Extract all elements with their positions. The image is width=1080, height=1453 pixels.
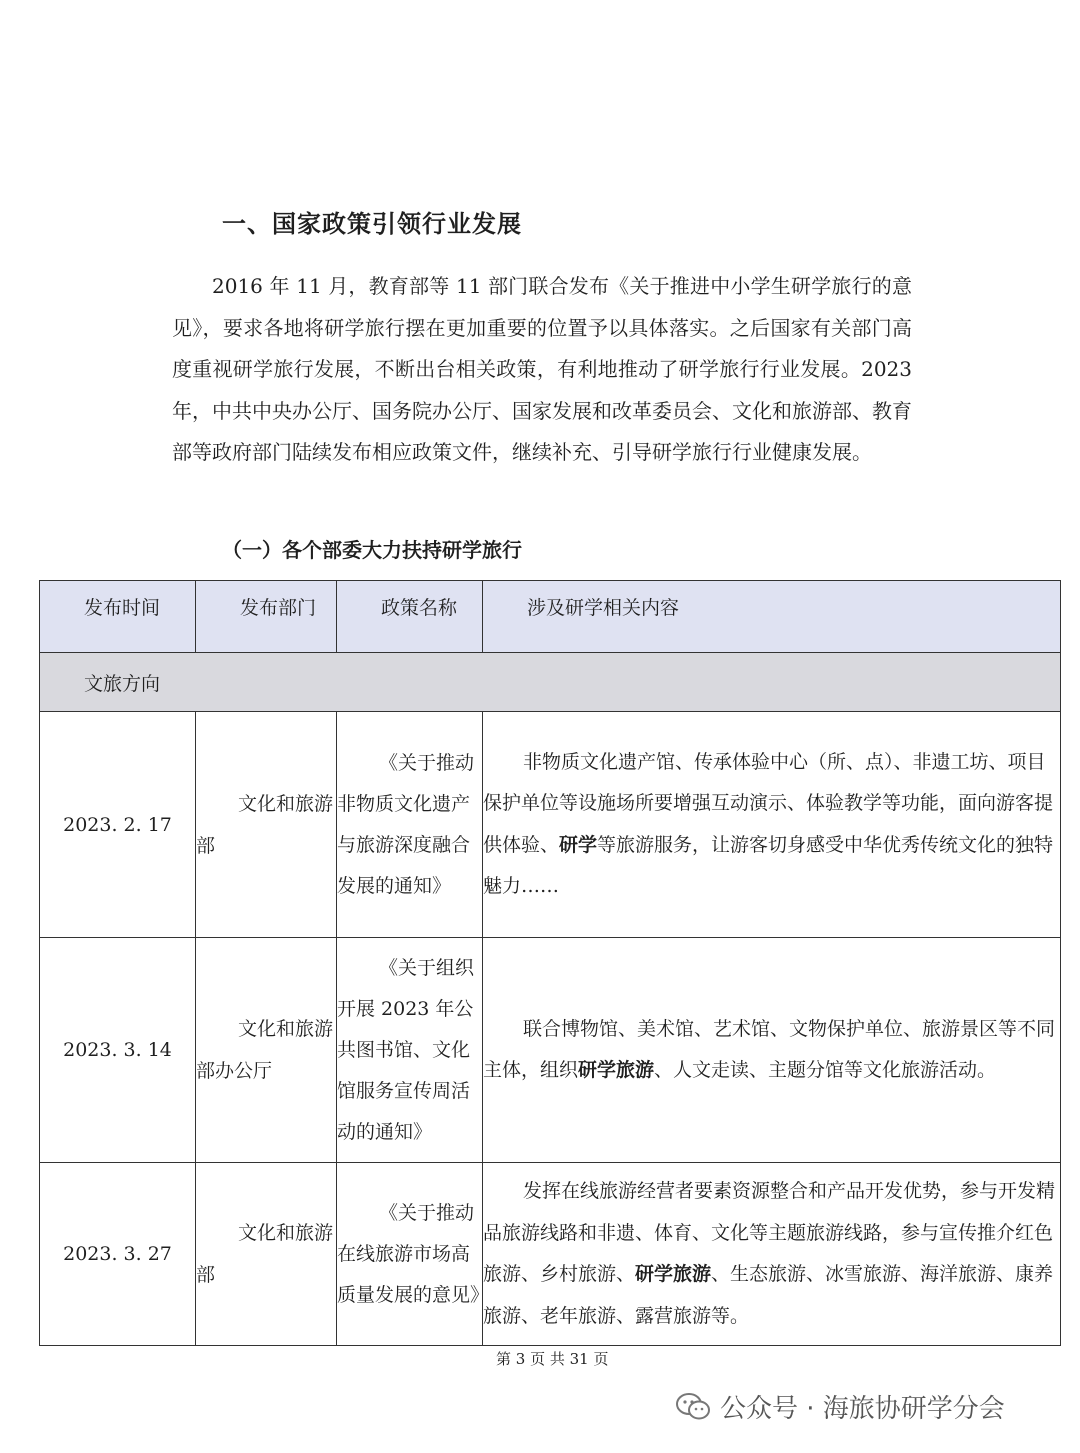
watermark-text: 公众号 · 海旅协研学分会: [720, 1394, 1005, 1424]
section-row: [40, 653, 1061, 712]
row-content: 发挥在线旅游经营者要素资源整合和产品开发优势，参与开发精品旅游线路和非遗、体育、文化等主题旅游线路，参与宣传推介红色旅游、乡村旅游、研学旅游、生态旅游、冰雪旅游、海洋旅游、康养旅游、老年旅游、露营旅游等。: [483, 1163, 1061, 1346]
row-dept: 文化和旅游部办公厅: [196, 938, 337, 1163]
intro-paragraph: [172, 266, 912, 474]
table-row: [40, 1163, 1061, 1346]
row-content: 联合博物馆、美术馆、艺术馆、文物保护单位、旅游景区等不同主体，组织研学旅游、人文走读、主题分馆等文化旅游活动。: [483, 938, 1061, 1163]
row-content: 非物质文化遗产馆、传承体验中心（所、点）、非遗工坊、项目保护单位等设施场所要增强互动演示、体验教学等功能，面向游客提供体验、研学等旅游服务，让游客切身感受中华优秀传统文化的独特魅力……: [483, 712, 1061, 938]
row-policy-name: 《关于推动非物质文化遗产与旅游深度融合发展的通知》: [337, 712, 483, 938]
row-dept: 文化和旅游部: [196, 712, 337, 938]
table-row: [40, 712, 1061, 938]
policy-table: [39, 580, 1061, 1346]
row-policy-name: 《关于组织开展 2023 年公共图书馆、文化馆服务宣传周活动的通知》: [337, 938, 483, 1163]
row-date: 2023. 2. 17: [40, 712, 196, 938]
subsection-heading: （一）各个部委大力扶持研学旅行: [222, 538, 522, 562]
wechat-icon: [676, 1393, 710, 1421]
row-dept: 文化和旅游部: [196, 1163, 337, 1346]
row-date: 2023. 3. 14: [40, 938, 196, 1163]
row-policy-name: 《关于推动在线旅游市场高质量发展的意见》: [337, 1163, 483, 1346]
watermark: [676, 1388, 1005, 1425]
header-content: 涉及研学相关内容: [483, 581, 1061, 653]
header-dept: 发布部门: [196, 581, 337, 653]
table-row: [40, 938, 1061, 1163]
header-name: 政策名称: [337, 581, 483, 653]
page-number: 第 3 页 共 31 页: [496, 1350, 609, 1368]
header-date: 发布时间: [40, 581, 196, 653]
intro-text: 2016 年 11 月，教育部等 11 部门联合发布《关于推进中小学生研学旅行的意见》，要求各地将研学旅行摆在更加重要的位置予以具体落实。之后国家有关部门高度重视研学旅行发展，不断出台相关政策，有利地推动了研学旅行行业发展。2023 年，中共中央办公厅、国务院办公厅、国家发展和改革委员会、文化和旅游部、教育部等政府部门陆续发布相应政策文件，继续补充、引导研学旅行行业健康发展。: [172, 274, 912, 464]
table-header-row: [40, 581, 1061, 653]
section-label: 文旅方向: [40, 653, 1061, 712]
row-date: 2023. 3. 27: [40, 1163, 196, 1346]
section-heading: 一、国家政策引领行业发展: [222, 210, 522, 238]
